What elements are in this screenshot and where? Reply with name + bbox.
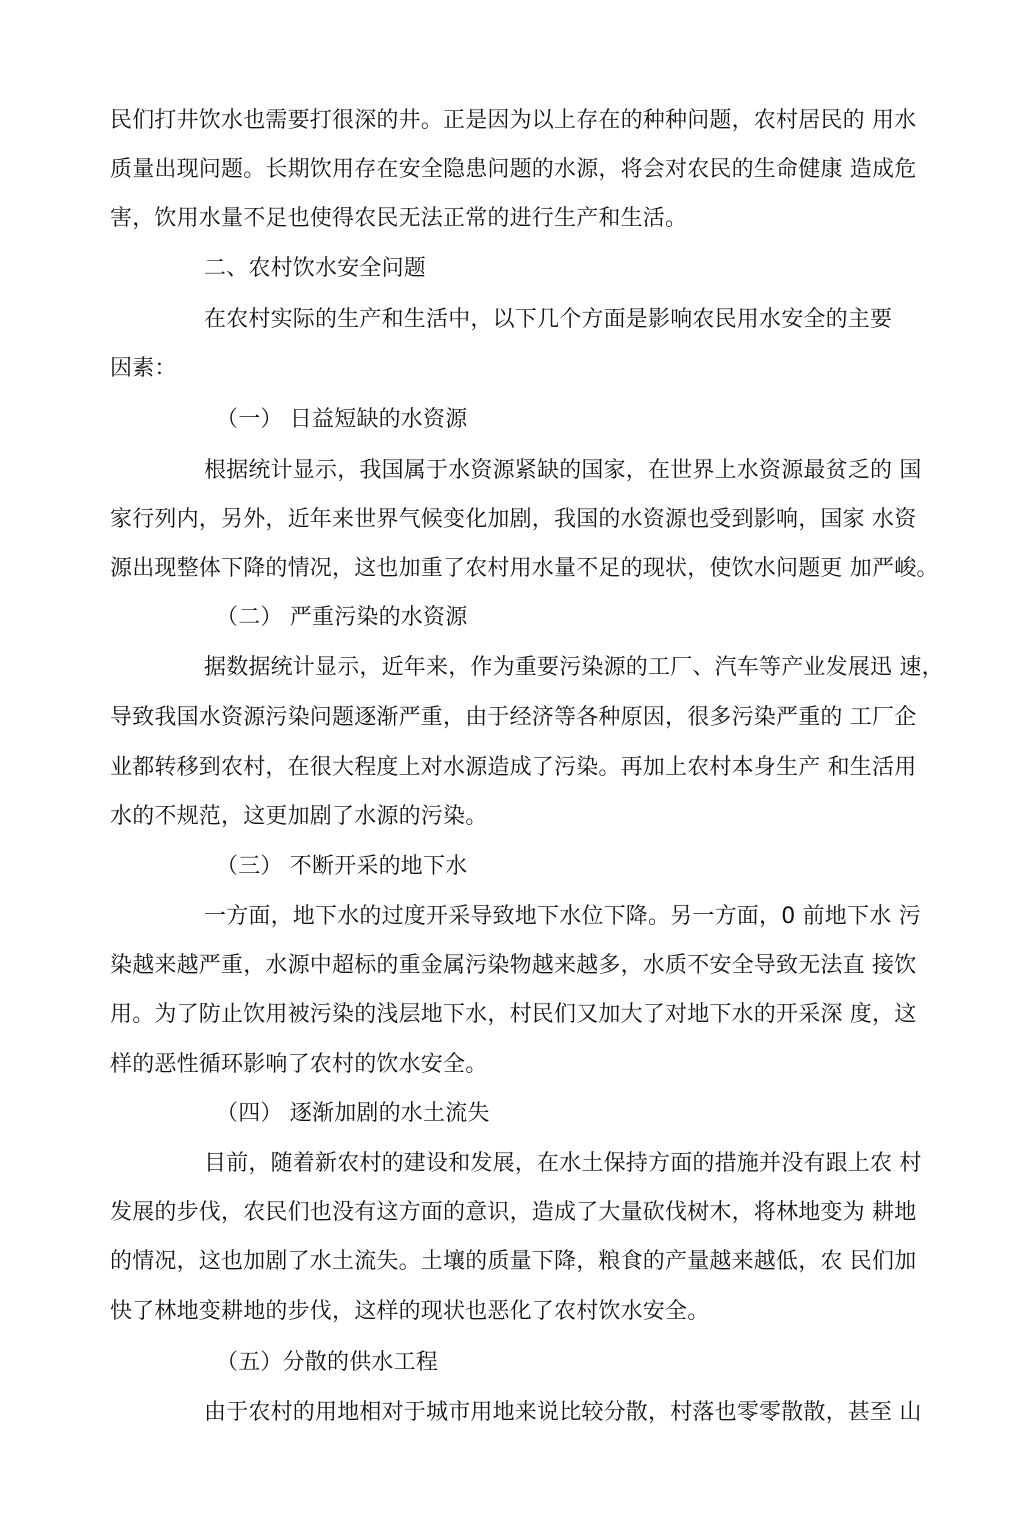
subsection-4-line-3: 的情况，这也加剧了水土流失。土壤的质量下降，粮食的产量越来越低，农 民们加 (110, 1249, 917, 1274)
subsection-heading-5: （五）分散的供水工程 (216, 1350, 439, 1375)
subsection-1-line-2: 家行列内，另外，近年来世界气候变化加剧，我国的水资源也受到影响，国家 水资 (110, 507, 917, 532)
subsection-4-line-4: 快了林地变耕地的步伐，这样的现状也恶化了农村饮水安全。 (110, 1299, 710, 1324)
subsection-5-line-1: 由于农村的用地相对于城市用地来说比较分散，村落也零零散散，甚至 山 (204, 1400, 922, 1425)
subsection-3-line-3: 用。为了防止饮用被污染的浅层地下水，村民们又加大了对地下水的开采深 度，这 (110, 1002, 917, 1027)
subsection-2-line-1: 据数据统计显示，近年来，作为重要污染源的工厂、汽车等产业发展迅 速， (204, 655, 944, 680)
section-intro-line-1: 在农村实际的生产和生活中，以下几个方面是影响农民用水安全的主要 (204, 307, 893, 332)
intro-line-2: 质量出现问题。长期饮用存在安全隐患问题的水源，将会对农民的生命健康 造成危 (110, 157, 917, 182)
subsection-1-line-1: 根据统计显示，我国属于水资源紧缺的国家，在世界上水资源最贫乏的 国 (204, 458, 922, 483)
subsection-2-line-3: 业都转移到农村，在很大程度上对水源造成了污染。再加上农村本身生产 和生活用 (110, 755, 917, 780)
subsection-3-line-2: 染越来越严重，水源中超标的重金属污染物越来越多，水质不安全导致无法直 接饮 (110, 953, 917, 978)
subsection-heading-4: （四） 逐渐加剧的水土流失 (216, 1101, 490, 1126)
subsection-4-line-2: 发展的步伐，农民们也没有这方面的意识，造成了大量砍伐树木，将林地变为 耕地 (110, 1200, 917, 1225)
subsection-2-line-2: 导致我国水资源污染问题逐渐严重，由于经济等各种原因，很多污染严重的 工厂企 (110, 705, 917, 730)
subsection-heading-2: （二） 严重污染的水资源 (216, 605, 468, 630)
subsection-4-line-1: 目前，随着新农村的建设和发展，在水土保持方面的措施并没有跟上农 村 (204, 1151, 922, 1176)
subsection-2-line-4: 水的不规范，这更加剧了水源的污染。 (110, 804, 488, 829)
subsection-1-line-3: 源出现整体下降的情况，这也加重了农村用水量不足的现状，使饮水问题更 加严峻。 (110, 556, 939, 581)
subsection-3-line-4: 样的恶性循环影响了农村的饮水安全。 (110, 1052, 488, 1077)
intro-line-1: 民们打井饮水也需要打很深的井。正是因为以上存在的种种问题，农村居民的 用水 (110, 108, 917, 133)
subsection-3-line-1: 一方面，地下水的过度开采导致地下水位下降。另一方面，0 前地下水 污 (204, 904, 921, 929)
section-title: 二、农村饮水安全问题 (204, 256, 427, 281)
intro-line-3: 害，饮用水量不足也使得农民无法正常的进行生产和生活。 (110, 206, 688, 231)
section-intro-line-2: 因素： (110, 356, 177, 381)
subsection-heading-1: （一） 日益短缺的水资源 (216, 407, 468, 432)
subsection-heading-3: （三） 不断开采的地下水 (216, 854, 468, 879)
